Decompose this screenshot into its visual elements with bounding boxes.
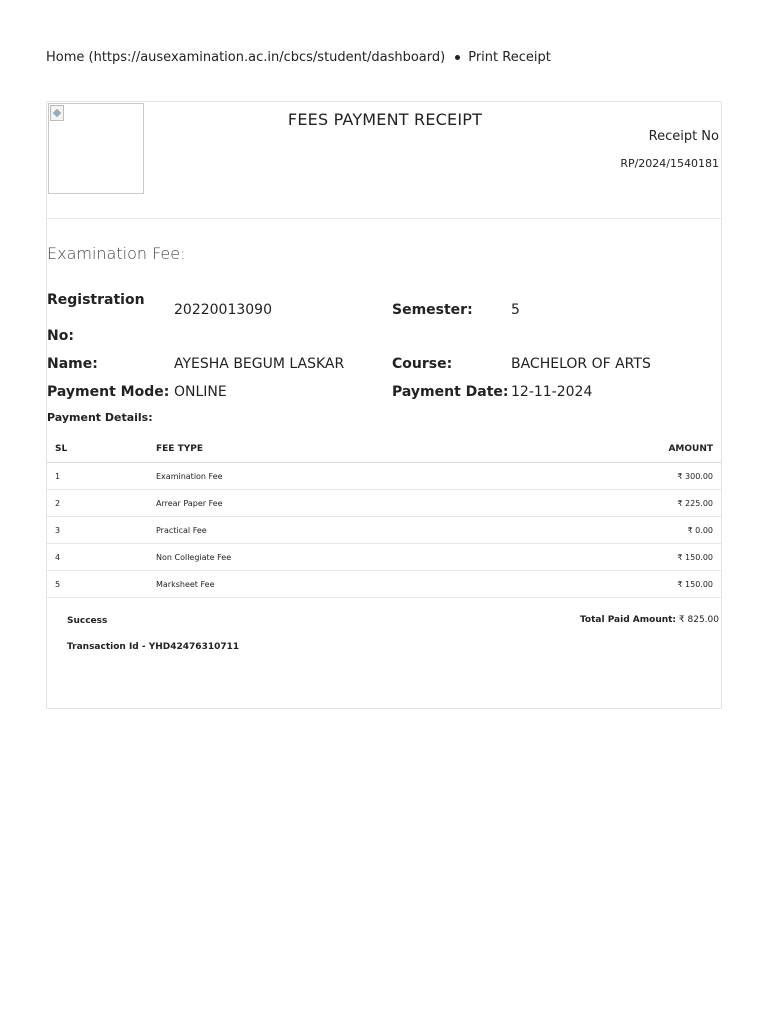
course-value: BACHELOR OF ARTS: [511, 356, 651, 372]
payment-mode-value: ONLINE: [174, 384, 227, 400]
row-sl: 1: [47, 463, 148, 490]
payment-status: Success: [67, 616, 108, 626]
payment-date-label: Payment Date:: [392, 384, 509, 400]
row-amount: ₹ 150.00: [492, 544, 721, 571]
row-sl: 4: [47, 544, 148, 571]
receipt-no-value: RP/2024/1540181: [620, 157, 719, 170]
row-sl: 2: [47, 490, 148, 517]
transaction-id: Transaction Id - YHD42476310711: [67, 642, 240, 652]
header-divider: [47, 218, 721, 219]
course-label: Course:: [392, 356, 453, 372]
row-amount: ₹ 150.00: [492, 571, 721, 598]
info-row-payment: [47, 382, 721, 410]
table-row: [47, 571, 721, 598]
total-paid-label: Total Paid Amount:: [579, 615, 677, 625]
row-amount: ₹ 225.00: [492, 490, 721, 517]
total-paid-amount: [580, 615, 719, 625]
table-row: [47, 490, 721, 517]
row-sl: 3: [47, 517, 148, 544]
receipt-card: [46, 101, 722, 709]
breadcrumb-separator-dot: [455, 55, 460, 60]
row-fee-type: Arrear Paper Fee: [148, 490, 492, 517]
name-label: Name:: [47, 356, 98, 372]
column-header-amount: AMOUNT: [492, 435, 721, 463]
payment-date-value: 12-11-2024: [511, 384, 593, 400]
row-sl: 5: [47, 571, 148, 598]
payment-details-label: Payment Details:: [47, 411, 153, 424]
semester-value: 5: [511, 302, 520, 318]
receipt-no-label: Receipt No: [648, 129, 719, 144]
column-header-fee-type: FEE TYPE: [148, 435, 492, 463]
row-fee-type: Practical Fee: [148, 517, 492, 544]
receipt-title: FEES PAYMENT RECEIPT: [287, 110, 483, 129]
registration-value: 20220013090: [174, 302, 272, 318]
table-row: [47, 544, 721, 571]
fees-table: [47, 435, 721, 598]
section-heading: Examination Fee:: [47, 244, 186, 263]
breadcrumb: [46, 50, 551, 65]
row-fee-type: Marksheet Fee: [148, 571, 492, 598]
total-paid-value: ₹ 825.00: [678, 615, 719, 625]
breadcrumb-current: Print Receipt: [468, 50, 551, 65]
breadcrumb-home-link[interactable]: Home (https://ausexamination.ac.in/cbcs/student/dashboard): [46, 50, 446, 65]
row-amount: ₹ 0.00: [492, 517, 721, 544]
column-header-sl: SL: [47, 435, 148, 463]
row-fee-type: Non Collegiate Fee: [148, 544, 492, 571]
table-row: [47, 463, 721, 490]
name-value: AYESHA BEGUM LASKAR: [174, 356, 345, 372]
row-amount: ₹ 300.00: [492, 463, 721, 490]
table-row: [47, 517, 721, 544]
semester-label: Semester:: [392, 302, 473, 318]
info-row-name: [47, 354, 721, 382]
registration-label: Registration No:: [47, 292, 145, 344]
info-row-registration: [47, 282, 721, 344]
row-fee-type: Examination Fee: [148, 463, 492, 490]
table-header-row: [47, 435, 721, 463]
student-info: [47, 282, 721, 410]
payment-mode-label: Payment Mode:: [47, 384, 170, 400]
